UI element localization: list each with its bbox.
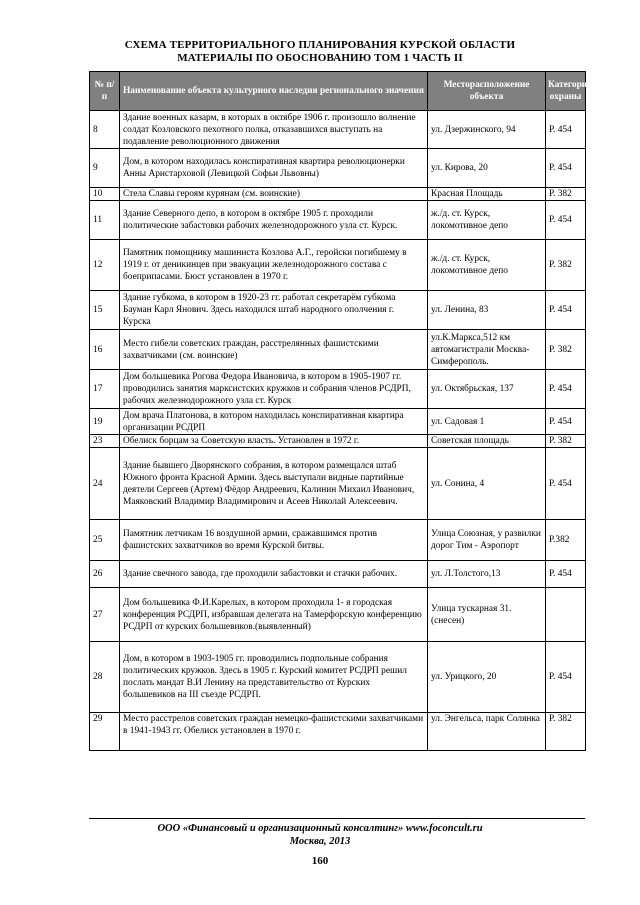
table-row <box>90 520 586 561</box>
table-row <box>90 435 586 448</box>
column-header-location: Месторасположение объекта <box>428 72 546 111</box>
object-location: ул.К.Маркса,512 км автомагистрали Москва-Симферополь. <box>428 330 546 370</box>
object-location: Красная Площадь <box>428 188 546 201</box>
footer-company: ООО «Финансовый и организационный консалтинг» www.foconcult.ru <box>157 823 483 834</box>
object-location: ж./д. ст. Курск, локомотивное депо <box>428 201 546 240</box>
object-location: ул. Л.Толстого,13 <box>428 561 546 588</box>
table-row <box>90 188 586 201</box>
table-row <box>90 561 586 588</box>
object-location: ул. Энгельса, парк Солянка <box>428 713 546 751</box>
table-row <box>90 370 586 409</box>
row-number: 25 <box>90 520 120 561</box>
object-location: Советская площадь <box>428 435 546 448</box>
table-row <box>90 201 586 240</box>
protection-category: Р. 454 <box>546 561 586 588</box>
row-number: 10 <box>90 188 120 201</box>
protection-category: Р. 382 <box>546 240 586 291</box>
row-number: 16 <box>90 330 120 370</box>
row-number: 23 <box>90 435 120 448</box>
object-name: Дом, в котором в 1903-1905 гг. проводились подпольные собрания политических кружков. Здесь в 1905 г. Курский комитет РСДРП решил послать мандат В.И Ленину на представительство от Курских большевиков на III съезде РСДРП. <box>120 642 428 713</box>
object-name: Обелиск борцам за Советскую власть. Установлен в 1972 г. <box>120 435 428 448</box>
object-location: ул. Дзержинского, 94 <box>428 111 546 149</box>
object-location: ж./д. ст. Курск, локомотивное депо <box>428 240 546 291</box>
table-row <box>90 588 586 642</box>
object-location: ул. Садовая 1 <box>428 409 546 435</box>
protection-category: Р. 454 <box>546 448 586 520</box>
table-row <box>90 240 586 291</box>
protection-category <box>546 588 586 642</box>
document-title <box>0 39 640 65</box>
table-row <box>90 409 586 435</box>
object-name: Дом большевика Ф.И.Карелых, в котором проходила 1- я городская конференция РСДРП, избравшая делегата на Тамерфорскую конференцию РСДРП от курских большевиков.(выявленный) <box>120 588 428 642</box>
protection-category: Р. 454 <box>546 111 586 149</box>
table-header-row <box>90 72 586 111</box>
row-number: 26 <box>90 561 120 588</box>
object-name: Здание свечного завода, где проходили забастовки и стачки рабочих. <box>120 561 428 588</box>
title-line-2: МАТЕРИАЛЫ ПО ОБОСНОВАНИЮ ТОМ 1 ЧАСТЬ II <box>177 52 463 64</box>
row-number: 28 <box>90 642 120 713</box>
column-header-category: Категория охраны <box>546 72 586 111</box>
row-number: 17 <box>90 370 120 409</box>
object-name: Место гибели советских граждан, расстрелянных фашистскими захватчиками (см. воинские) <box>120 330 428 370</box>
object-name: Место расстрелов советских граждан немецко-фашистскими захватчиками в 1941-1943 гг. Обелиск установлен в 1970 г. <box>120 713 428 751</box>
object-name: Дом большевика Рогова Федора Ивановича, в котором в 1905-1907 гг. проводились занятия марксистских кружков и собрания членов РСДРП, рабочих железнодорожного узла ст. Курск <box>120 370 428 409</box>
object-location: Улица Союзная, у развилки дорог Тим - Аэропорт <box>428 520 546 561</box>
column-header-name: Наименование объекта культурного наследия регионального значения <box>120 72 428 111</box>
object-name: Стела Славы героям курянам (см. воинские) <box>120 188 428 201</box>
table-row <box>90 149 586 188</box>
protection-category: Р. 382 <box>546 713 586 751</box>
protection-category: Р. 382 <box>546 435 586 448</box>
object-location: ул. Сонина, 4 <box>428 448 546 520</box>
row-number: 29 <box>90 713 120 751</box>
row-number: 24 <box>90 448 120 520</box>
object-name: Здание Северного депо, в котором в октябре 1905 г. проходили политические забастовки рабочих железнодорожного узла ст. Курск. <box>120 201 428 240</box>
footer-city-year: Москва, 2013 <box>289 835 351 847</box>
table-row <box>90 642 586 713</box>
object-name: Дом, в котором находилась конспиративная квартира революционерки Анны Аристарховой (Левицкой Софьи Львовны) <box>120 149 428 188</box>
table-row <box>90 713 586 751</box>
object-location: ул. Урицкого, 20 <box>428 642 546 713</box>
object-location: ул. Октябрьская, 137 <box>428 370 546 409</box>
protection-category: Р.382 <box>546 520 586 561</box>
protection-category: Р. 454 <box>546 642 586 713</box>
table-row <box>90 448 586 520</box>
object-location: ул. Ленина, 83 <box>428 291 546 330</box>
footer-rule <box>89 818 585 819</box>
page-number: 160 <box>311 855 329 867</box>
column-header-num: № п/п <box>90 72 120 111</box>
object-name: Памятник летчикам 16 воздушной армии, сражавшимся против фашистских захватчиков во время Курской битвы. <box>120 520 428 561</box>
protection-category: Р. 454 <box>546 201 586 240</box>
object-location: Улица тускарная 31. (снесен) <box>428 588 546 642</box>
table-row <box>90 111 586 149</box>
object-name: Памятник помощнику машиниста Козлова А.Г., геройски погибшему в 1919 г. от деникинцев при эвакуации железнодорожного состава с боеприпасами. Бюст установлен в 1970 г. <box>120 240 428 291</box>
object-name: Здание военных казарм, в которых в октябре 1906 г. произошло волнение солдат Козловского пехотного полка, отказавшихся выступать на подавление революционного движения <box>120 111 428 149</box>
protection-category: Р. 454 <box>546 370 586 409</box>
protection-category: Р. 454 <box>546 409 586 435</box>
row-number: 8 <box>90 111 120 149</box>
table-row <box>90 330 586 370</box>
object-name: Дом врача Платонова, в котором находилась конспиративная квартира организации РСДРП <box>120 409 428 435</box>
title-line-1: СХЕМА ТЕРРИТОРИАЛЬНОГО ПЛАНИРОВАНИЯ КУРСКОЙ ОБЛАСТИ <box>124 39 516 51</box>
row-number: 27 <box>90 588 120 642</box>
row-number: 19 <box>90 409 120 435</box>
object-location: ул. Кирова, 20 <box>428 149 546 188</box>
row-number: 12 <box>90 240 120 291</box>
protection-category: Р. 454 <box>546 291 586 330</box>
row-number: 15 <box>90 291 120 330</box>
protection-category: Р. 382 <box>546 330 586 370</box>
protection-category: Р. 454 <box>546 149 586 188</box>
table-row <box>90 291 586 330</box>
object-name: Здание бывшего Дворянского собрания, в котором размещался штаб Южного фронта Красной Армии. Здесь выступали видные партийные деятели Сергеев (Артем) Фёдор Андреевич, Калинин Михаил Иванович, Маяковский Владимир Владимирович и Асеев Николай Алексеевич. <box>120 448 428 520</box>
object-name: Здание губкома, в котором в 1920-23 гг. работал секретарём губкома Бауман Карл Янович. Здесь находился штаб народного ополчения г. Курска <box>120 291 428 330</box>
row-number: 9 <box>90 149 120 188</box>
protection-category: Р. 382 <box>546 188 586 201</box>
row-number: 11 <box>90 201 120 240</box>
page-footer <box>0 823 640 848</box>
heritage-table <box>89 71 593 751</box>
